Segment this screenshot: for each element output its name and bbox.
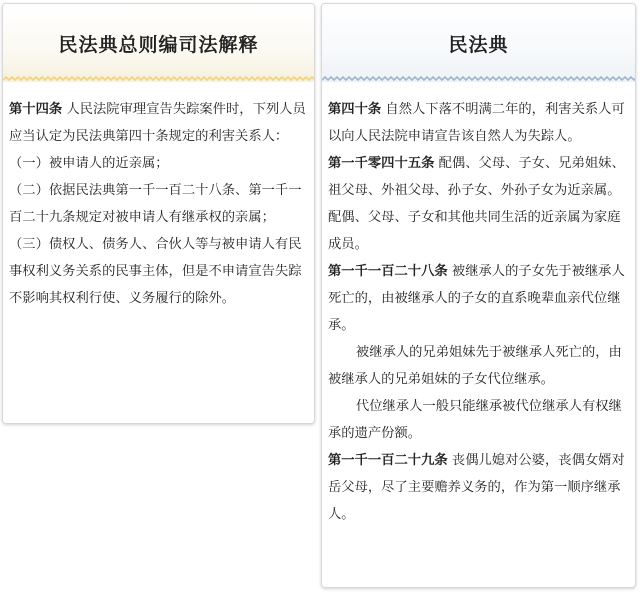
- clause-text: （三）债权人、债务人、合伙人等与被申请人有民事权利义务关系的民事主体，但是不申请宣告失踪不影响其权利行使、义务履行的除外。: [9, 237, 302, 306]
- article-text: 代位继承人一般只能继承被代位继承人有权继承的遗产份额。: [328, 399, 622, 441]
- article-text: 自然人下落不明满二年的，利害关系人可以向人民法院申请宣告该自然人为失踪人。: [328, 102, 625, 144]
- card-body: [3, 82, 314, 312]
- wave-divider: [322, 75, 636, 83]
- card-title: 民法典总则编司法解释: [58, 33, 259, 56]
- article-paragraph: [328, 393, 628, 447]
- article-number: 第一千零四十五条: [328, 156, 435, 171]
- article-number: 第一千一百二十九条: [328, 453, 448, 468]
- clause-paragraph: [9, 150, 307, 177]
- article-paragraph: [328, 447, 628, 528]
- clause-paragraph: [9, 231, 307, 312]
- article-text: 人民法院审理宣告失踪案件时，下列人员应当认定为民法典第四十条规定的利害关系人：: [9, 102, 306, 144]
- article-text: 被继承人的兄弟姐妹先于被继承人死亡的，由被继承人的兄弟姐妹的子女代位继承。: [328, 345, 622, 387]
- article-number: 第四十条: [328, 102, 382, 117]
- article-paragraph: [328, 150, 628, 258]
- article-text: 被继承人的子女先于被继承人死亡的，由被继承人的子女的直系晚辈血亲代位继承。: [328, 264, 625, 333]
- wave-divider: [3, 75, 315, 83]
- article-number: 第一千一百二十八条: [328, 264, 448, 279]
- article-text: 配偶、父母、子女、兄弟姐妹、祖父母、外祖父母、孙子女、外孙子女为近亲属。配偶、父母、子女和其他共同生活的近亲属为家庭成员。: [328, 156, 625, 252]
- article-paragraph: [328, 258, 628, 339]
- card-header: [3, 4, 314, 82]
- judicial-interpretation-card: [2, 3, 315, 424]
- card-body: [322, 82, 635, 528]
- article-paragraph: [9, 96, 307, 150]
- clause-paragraph: [9, 177, 307, 231]
- civil-code-card: [321, 3, 636, 588]
- clause-text: （二）依据民法典第一千一百二十八条、第一千一百二十九条规定对被申请人有继承权的亲属；: [9, 183, 302, 225]
- article-number: 第十四条: [9, 102, 63, 117]
- article-text: 丧偶儿媳对公婆，丧偶女婿对岳父母，尽了主要赡养义务的，作为第一顺序继承人。: [328, 453, 625, 522]
- article-paragraph: [328, 96, 628, 150]
- clause-text: （一）被申请人的近亲属；: [9, 156, 169, 171]
- card-title: 民法典: [448, 33, 509, 56]
- card-header: [322, 4, 635, 82]
- article-paragraph: [328, 339, 628, 393]
